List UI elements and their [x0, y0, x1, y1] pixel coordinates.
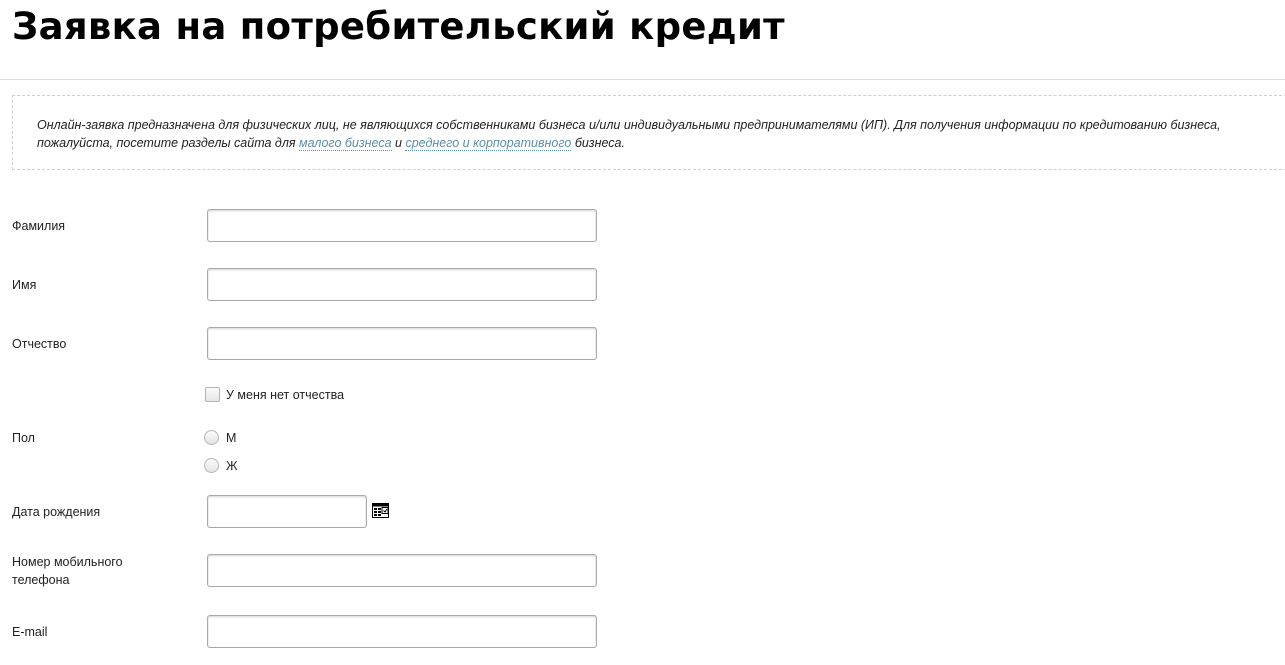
- phone-label-line-2: телефона: [12, 573, 70, 587]
- first-name-input[interactable]: [207, 268, 597, 301]
- gender-label: Пол: [12, 431, 35, 445]
- gender-radio-female[interactable]: [204, 458, 219, 473]
- info-notice: [12, 95, 1285, 170]
- notice-text-part-1: Онлайн-заявка предназначена для физических лиц, не являющихся собственниками бизнеса и/или индивидуальными предпринимателями (ИП). Для получения информации по кредитованию бизнеса, пожалуйста, посетите разделы сайта для: [37, 118, 1221, 150]
- phone-input[interactable]: [207, 554, 597, 587]
- header-divider: [0, 79, 1285, 80]
- birth-date-input[interactable]: [207, 495, 367, 528]
- phone-label-line-1: Номер мобильного: [12, 555, 123, 569]
- middle-name-label: Отчество: [12, 337, 67, 351]
- calendar-icon[interactable]: [372, 503, 389, 518]
- gender-option-female-label[interactable]: Ж: [226, 459, 238, 473]
- last-name-input[interactable]: [207, 209, 597, 242]
- email-input[interactable]: [207, 615, 597, 648]
- no-middle-name-checkbox[interactable]: [205, 387, 220, 402]
- phone-label: [12, 553, 123, 589]
- notice-text-part-2: и: [391, 136, 406, 150]
- small-business-link[interactable]: малого бизнеса: [299, 136, 392, 150]
- corporate-business-link[interactable]: среднего и корпоративного: [405, 136, 572, 150]
- birth-date-label: Дата рождения: [12, 505, 101, 519]
- last-name-label: Фамилия: [12, 219, 66, 233]
- no-middle-name-label[interactable]: У меня нет отчества: [226, 388, 345, 402]
- first-name-label: Имя: [12, 278, 37, 292]
- middle-name-input[interactable]: [207, 327, 597, 360]
- notice-text-part-3: бизнеса.: [571, 136, 625, 150]
- gender-option-male-label[interactable]: М: [226, 431, 237, 445]
- page-title: Заявка на потребительский кредит: [12, 5, 785, 48]
- gender-radio-male[interactable]: [204, 430, 219, 445]
- email-label: E-mail: [12, 625, 48, 639]
